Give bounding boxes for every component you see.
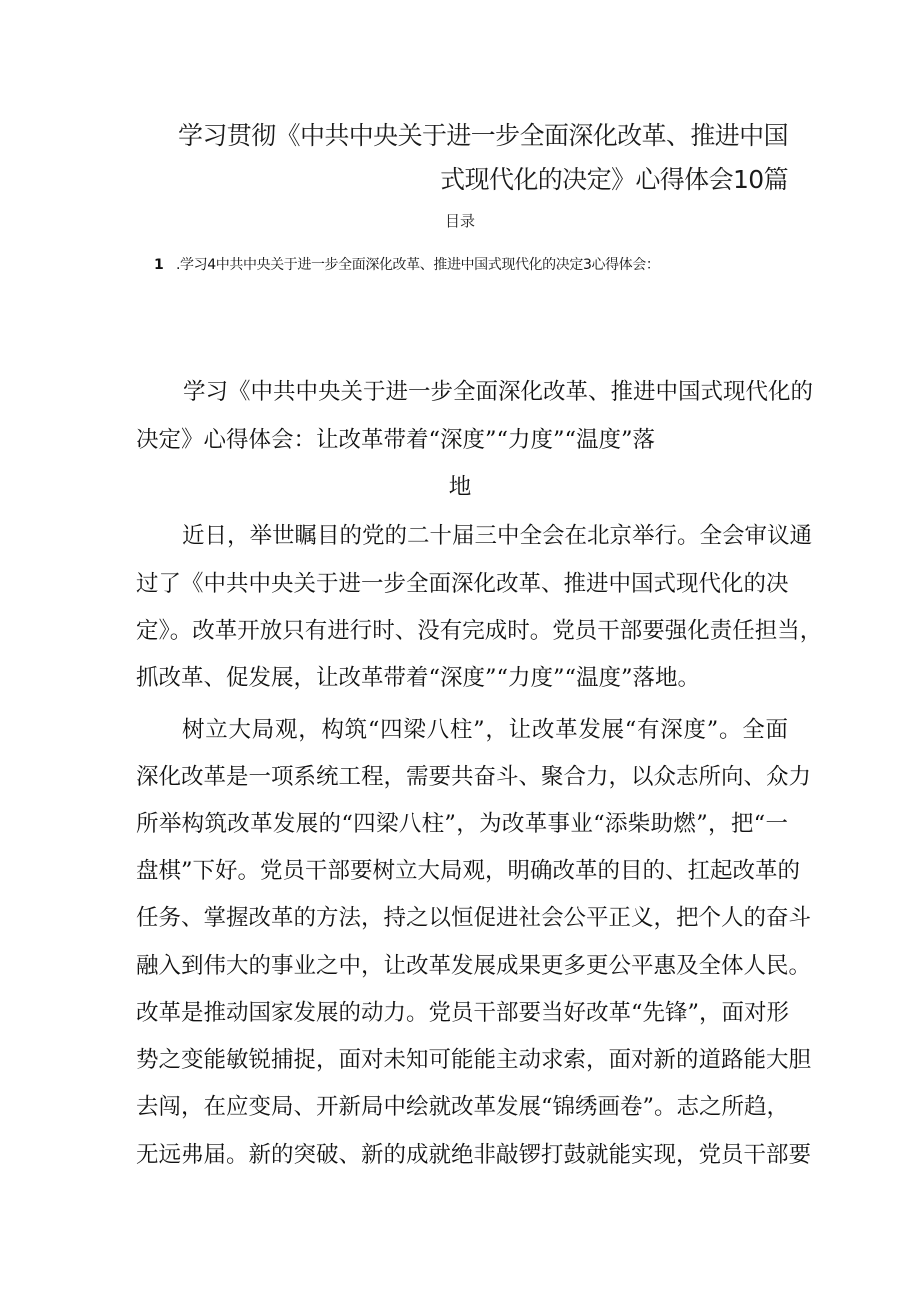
document-title-line-2: 式现代化的决定》心得体会10篇 (440, 165, 788, 194)
toc-entry-text: .学习4中共中央关于进一步全面深化改革、推进中国式现代化的决定3心得体会： (176, 257, 660, 273)
body-line-7: 所举构筑改革发展的“四梁八柱”，为改革事业“添柴助燃”，把“一 (136, 811, 788, 837)
article-title-line-2: 决定》心得体会：让改革带着“深度”“力度”“温度”落 (136, 427, 656, 453)
body-line-13: 去闯，在应变局、开新局中绘就改革发展“锦绣画卷”。志之所趋， (136, 1094, 790, 1120)
body-line-11: 改革是推动国家发展的动力。党员干部要当好改革“先锋”，面对形 (136, 1000, 790, 1026)
body-line-1: 近日，举世瞩目的党的二十届三中全会在北京举行。全会审议通 (182, 523, 813, 549)
body-line-5: 树立大局观，构筑“四梁八柱”，让改革发展“有深度”。全面 (182, 717, 788, 743)
body-line-9: 任务、掌握改革的方法，持之以恒促进社会公平正义，把个人的奋斗 (136, 905, 812, 931)
body-line-8: 盘棋”下好。党员干部要树立大局观，明确改革的目的、扛起改革的 (136, 858, 801, 884)
body-line-4: 抓改革、促发展，让改革带着“深度”“力度”“温度”落地。 (136, 665, 701, 691)
body-line-2: 过了《中共中央关于进一步全面深化改革、推进中国式现代化的决 (136, 571, 789, 597)
toc-entry[interactable] (154, 254, 659, 274)
body-line-6: 深化改革是一项系统工程，需要共奋斗、聚合力，以众志所向、众力 (136, 764, 812, 790)
body-line-14: 无远弗届。新的突破、新的成就绝非敲锣打鼓就能实现，党员干部要 (136, 1142, 812, 1168)
toc-heading: 目录 (444, 212, 475, 230)
body-line-10: 融入到伟大的事业之中，让改革发展成果更多更公平惠及全体人民。 (136, 953, 812, 979)
body-line-3: 定》。改革开放只有进行时、没有完成时。党员干部要强化责任担当， (136, 618, 823, 644)
body-line-12: 势之变能敏锐捕捉，面对未知可能能主动求索，面对新的道路能大胆 (136, 1047, 812, 1073)
article-title-line-1: 学习《中共中央关于进一步全面深化改革、推进中国式现代化的 (183, 379, 814, 405)
article-title-line-3: 地 (448, 474, 472, 500)
toc-entry-number: 1 (154, 257, 164, 273)
document-title-line-1: 学习贯彻《中共中央关于进一步全面深化改革、推进中国 (177, 121, 788, 150)
